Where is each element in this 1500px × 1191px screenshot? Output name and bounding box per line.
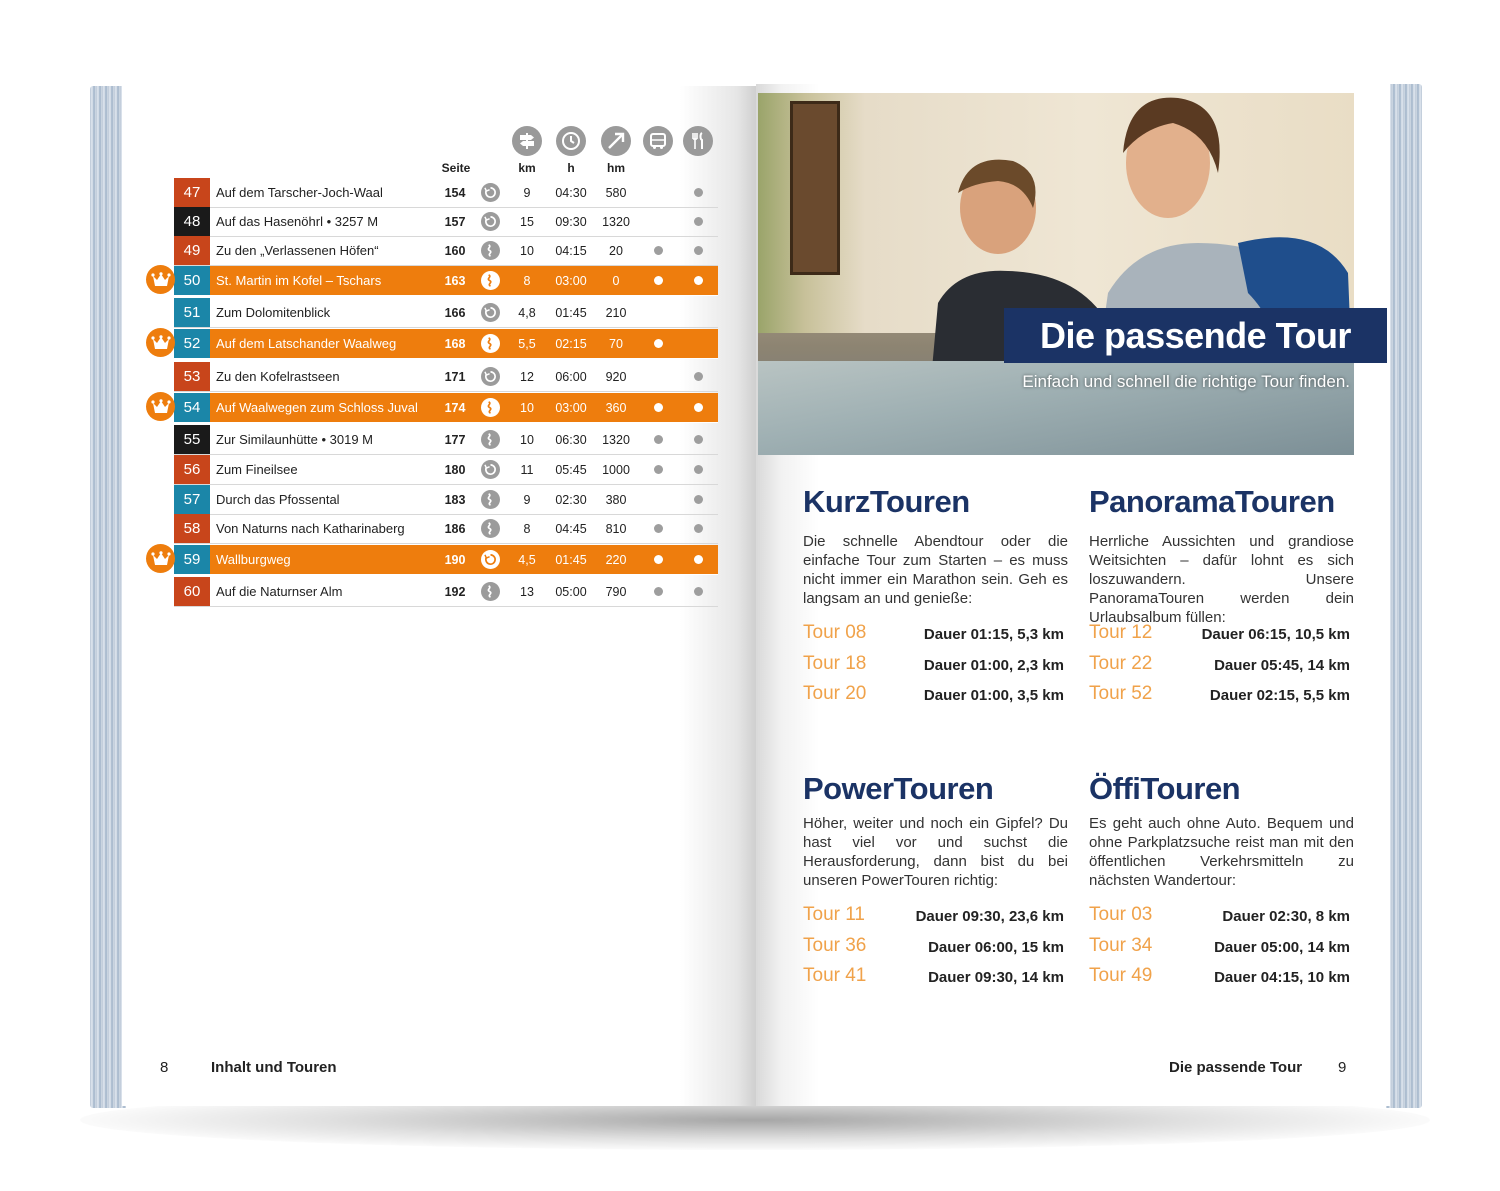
section-text-oeffitouren: Es geht auch ohne Auto. Bequem und ohne Parkplatzsuche reist man mit den öffentlichen Verkehrsmitteln zu nächsten Wandertour: [1089, 815, 1354, 889]
round-trip-icon [479, 298, 501, 327]
duration-h: 05:00 [555, 584, 587, 599]
page-ref: 163 [444, 273, 466, 288]
duration-h: 01:45 [555, 552, 587, 567]
col-header-hm: hm [607, 161, 625, 175]
section-heading-powertouren: PowerTouren [803, 771, 994, 806]
tour-title: Zur Similaunhütte • 3019 M [216, 432, 374, 447]
restaurant-dot [694, 372, 703, 381]
tour-number: 48 [174, 207, 210, 236]
tour-number: 47 [174, 178, 210, 207]
page-ref: 166 [444, 305, 466, 320]
tour-link[interactable]: Tour 36 [803, 935, 867, 956]
crown-icon [146, 265, 175, 294]
right-page-number: 9 [1338, 1059, 1347, 1076]
restaurant-icon [683, 126, 713, 156]
tour-title: Auf dem Tarscher-Joch-Waal [216, 185, 383, 200]
tour-number: 57 [174, 485, 210, 514]
restaurant-dot [694, 435, 703, 444]
round-trip-icon [479, 455, 501, 484]
bus-access-dot [654, 403, 663, 412]
page-ref: 177 [444, 432, 466, 447]
ascent-hm: 790 [605, 584, 627, 599]
table-row[interactable] [174, 236, 718, 266]
tour-duration: Dauer 06:15, 10,5 km [1201, 626, 1350, 643]
bus-access-dot [654, 524, 663, 533]
bus-access-dot [654, 555, 663, 564]
ascent-hm: 20 [609, 243, 623, 258]
tour-number: 55 [174, 425, 210, 454]
round-trip-icon [479, 207, 501, 236]
clock-icon [556, 126, 586, 156]
table-row[interactable] [174, 545, 718, 575]
tour-number: 59 [174, 545, 210, 574]
tour-number: 52 [174, 329, 210, 358]
one-way-icon [479, 236, 501, 265]
duration-h: 01:45 [555, 305, 587, 320]
distance-km: 13 [520, 584, 534, 599]
duration-h: 05:45 [555, 462, 587, 477]
distance-km: 9 [523, 492, 531, 507]
tour-number: 51 [174, 298, 210, 327]
tour-title: Von Naturns nach Katharinaberg [216, 521, 405, 536]
tour-duration: Dauer 09:30, 14 km [928, 969, 1064, 986]
ascent-hm: 920 [605, 369, 627, 384]
table-row[interactable] [174, 178, 718, 208]
ascent-hm: 210 [605, 305, 627, 320]
ascent-hm: 580 [605, 185, 627, 200]
tour-number: 50 [174, 266, 210, 295]
restaurant-dot [694, 587, 703, 596]
one-way-icon [479, 393, 501, 422]
duration-h: 04:45 [555, 521, 587, 536]
tour-title: Zum Fineilsee [216, 462, 298, 477]
right-page-edges [1386, 84, 1422, 1108]
tour-title: Zu den Kofelrastseen [216, 369, 340, 384]
tour-duration: Dauer 01:00, 3,5 km [923, 687, 1064, 704]
left-page-edges [90, 86, 126, 1108]
restaurant-dot [694, 276, 703, 285]
ascent-hm: 380 [605, 492, 627, 507]
duration-h: 09:30 [555, 214, 587, 229]
distance-km: 10 [520, 400, 534, 415]
round-trip-icon [479, 362, 501, 391]
tour-link[interactable]: Tour 52 [1089, 683, 1153, 704]
tour-duration: Dauer 01:00, 2,3 km [923, 657, 1064, 674]
duration-h: 06:30 [555, 432, 587, 447]
tour-duration: Dauer 09:30, 23,6 km [915, 908, 1064, 925]
tour-link[interactable]: Tour 41 [803, 965, 867, 986]
tour-duration: Dauer 05:00, 14 km [1214, 939, 1350, 956]
tour-title: Zum Dolomitenblick [216, 305, 331, 320]
table-row[interactable] [174, 455, 718, 485]
col-header-km: km [518, 161, 536, 175]
one-way-icon [479, 329, 501, 358]
bus-access-dot [654, 339, 663, 348]
tour-link[interactable]: Tour 18 [803, 653, 867, 674]
restaurant-dot [694, 524, 703, 533]
hikers-photo [758, 93, 1354, 455]
left-page-number: 8 [160, 1059, 169, 1076]
tour-duration: Dauer 06:00, 15 km [928, 939, 1064, 956]
round-trip-icon [479, 178, 501, 207]
one-way-icon [479, 425, 501, 454]
page-ref: 157 [444, 214, 466, 229]
distance-km: 11 [520, 462, 534, 477]
tour-duration: Dauer 01:15, 5,3 km [923, 626, 1064, 643]
page-ref: 160 [444, 243, 466, 258]
tour-title: Zu den „Verlassenen Höfen“ [216, 243, 379, 258]
one-way-icon [479, 485, 501, 514]
one-way-icon [479, 577, 501, 606]
restaurant-dot [694, 188, 703, 197]
distance-km: 15 [520, 214, 534, 229]
tour-link[interactable]: Tour 11 [803, 904, 865, 925]
table-row[interactable] [174, 329, 718, 359]
tour-title: Auf die Naturnser Alm [216, 584, 343, 599]
distance-km: 12 [520, 369, 534, 384]
crown-icon [146, 392, 175, 421]
one-way-icon [479, 514, 501, 543]
one-way-icon [479, 266, 501, 295]
duration-h: 03:00 [555, 273, 587, 288]
col-header-seite: Seite [441, 161, 471, 175]
page-ref: 168 [444, 336, 466, 351]
page-ref: 171 [444, 369, 466, 384]
duration-h: 04:30 [555, 185, 587, 200]
distance-km: 9 [523, 185, 531, 200]
tour-number: 60 [174, 577, 210, 606]
duration-h: 02:30 [555, 492, 587, 507]
tour-link[interactable]: Tour 34 [1089, 935, 1153, 956]
tour-duration: Dauer 05:45, 14 km [1214, 657, 1350, 674]
section-heading-panoramatouren: PanoramaTouren [1089, 484, 1335, 519]
tour-title: Auf dem Latschander Waalweg [216, 336, 397, 351]
table-row[interactable] [174, 362, 718, 392]
restaurant-dot [694, 555, 703, 564]
tour-link[interactable]: Tour 12 [1089, 622, 1153, 643]
banner-subtitle: Einfach und schnell die richtige Tour finden. [1022, 372, 1350, 391]
ascent-hm: 360 [605, 400, 627, 415]
distance-km: 10 [520, 243, 534, 258]
page-ref: 186 [444, 521, 466, 536]
tour-link[interactable]: Tour 22 [1089, 653, 1153, 674]
distance-km: 8 [523, 273, 531, 288]
page-ref: 154 [444, 185, 466, 200]
duration-h: 03:00 [555, 400, 587, 415]
table-row[interactable] [174, 207, 718, 237]
round-trip-icon [479, 545, 501, 574]
section-heading-kurztouren: KurzTouren [803, 484, 970, 519]
tour-title: Auf das Hasenöhrl • 3257 M [216, 214, 379, 229]
bus-access-dot [654, 276, 663, 285]
restaurant-dot [694, 217, 703, 226]
tour-duration: Dauer 02:30, 8 km [1222, 908, 1350, 925]
tour-duration: Dauer 04:15, 10 km [1214, 969, 1350, 986]
table-row[interactable] [174, 425, 718, 455]
bus-access-dot [654, 246, 663, 255]
page-ref: 174 [444, 400, 466, 415]
duration-h: 04:15 [555, 243, 587, 258]
table-row[interactable] [174, 514, 718, 544]
tour-title: Wallburgweg [216, 552, 291, 567]
page-ref: 180 [444, 462, 466, 477]
left-page-footer-title: Inhalt und Touren [211, 1059, 337, 1076]
distance-km: 4,5 [518, 552, 536, 567]
table-row[interactable] [174, 485, 718, 515]
banner-title: Die passende Tour [1004, 308, 1387, 363]
col-header-h: h [567, 161, 575, 175]
tour-number: 56 [174, 455, 210, 484]
ascent-arrow-icon [601, 126, 631, 156]
ascent-hm: 1000 [602, 462, 630, 477]
tour-title: Auf Waalwegen zum Schloss Juval [216, 400, 418, 415]
duration-h: 06:00 [555, 369, 587, 384]
tour-link[interactable]: Tour 20 [803, 683, 867, 704]
section-heading-oeffitouren: ÖffiTouren [1089, 771, 1241, 806]
bus-access-dot [654, 587, 663, 596]
crown-icon [146, 328, 175, 357]
tour-link[interactable]: Tour 49 [1089, 965, 1153, 986]
distance-km: 5,5 [518, 336, 536, 351]
restaurant-dot [694, 465, 703, 474]
tour-number: 54 [174, 393, 210, 422]
crown-icon [146, 544, 175, 573]
bus-access-dot [654, 435, 663, 444]
ascent-hm: 220 [605, 552, 627, 567]
ascent-hm: 0 [612, 273, 620, 288]
tour-link[interactable]: Tour 08 [803, 622, 867, 643]
table-row[interactable] [174, 393, 718, 423]
ascent-hm: 810 [605, 521, 627, 536]
section-text-kurztouren: Die schnelle Abendtour oder die einfache Tour zum Starten – es muss nicht immer ein Marathon sein. Geh es langsam an und genieße: [803, 533, 1068, 607]
tour-title: Durch das Pfossental [216, 492, 340, 507]
ascent-hm: 70 [609, 336, 623, 351]
restaurant-dot [694, 495, 703, 504]
table-row[interactable] [174, 298, 718, 328]
tour-number: 58 [174, 514, 210, 543]
bus-access-dot [654, 465, 663, 474]
ascent-hm: 1320 [602, 432, 630, 447]
page-ref: 192 [444, 584, 466, 599]
table-row[interactable] [174, 577, 718, 607]
page-ref: 183 [444, 492, 466, 507]
tour-title: St. Martin im Kofel – Tschars [216, 273, 382, 288]
distance-km: 10 [520, 432, 534, 447]
restaurant-dot [694, 246, 703, 255]
page-ref: 190 [444, 552, 466, 567]
section-text-panoramatouren: Herrliche Aussichten und grandiose Weitsichten – dafür lohnt es sich loszuwandern. Unsere PanoramaTouren werden dein Urlaubsalbum füllen: [1089, 533, 1354, 626]
ascent-hm: 1320 [602, 214, 630, 229]
distance-km: 4,8 [518, 305, 536, 320]
tour-number: 53 [174, 362, 210, 391]
restaurant-dot [694, 403, 703, 412]
duration-h: 02:15 [555, 336, 587, 351]
right-page-footer-title: Die passende Tour [1169, 1059, 1303, 1076]
section-text-powertouren: Höher, weiter und noch ein Gipfel? Du hast viel vor und suchst die Herausforderung, dann bist du bei unseren PowerTouren richtig: [803, 815, 1068, 889]
bus-icon [643, 126, 673, 156]
tour-number: 49 [174, 236, 210, 265]
tour-duration: Dauer 02:15, 5,5 km [1209, 687, 1350, 704]
table-row[interactable] [174, 266, 718, 296]
tour-link[interactable]: Tour 03 [1089, 904, 1153, 925]
distance-km: 8 [523, 521, 531, 536]
signpost-icon [512, 126, 542, 156]
